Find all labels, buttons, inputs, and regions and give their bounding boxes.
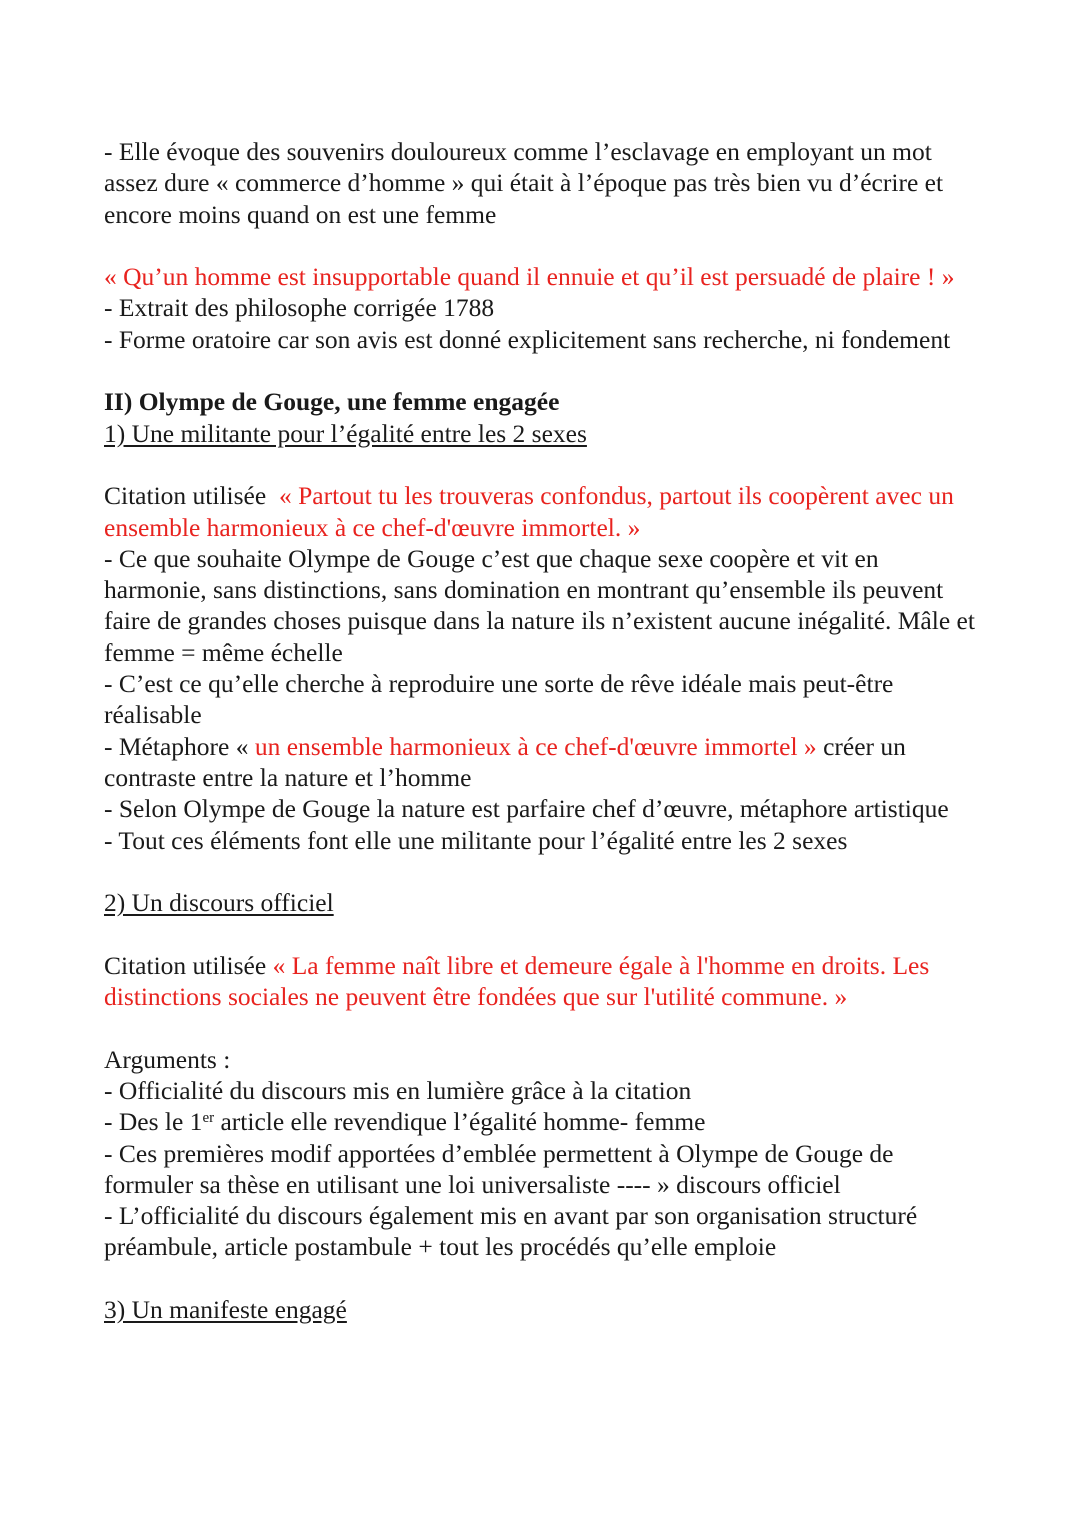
paragraph-slavery: - Elle évoque des souvenirs douloureux comme l’esclavage en employant un mot assez dure « commerce d’homme » qui était à l’époque pas très bien vu d’écrire et encore moins quand on est une femme: [104, 137, 944, 229]
quote-partout: « Partout tu les trouveras confondus, partout ils coopèrent avec un ensemble harmonieux à ce chef-d'œuvre immortel. »: [104, 481, 954, 542]
metaphore-quote: un ensemble harmonieux à ce chef-d'œuvre immortel »: [254, 731, 817, 761]
quote-femme-nait: « La femme naît libre et demeure égale à l'homme en droits. Les distinctions sociales ne peuvent être fondées que sur l'utilité commune. »: [104, 950, 930, 1012]
quote-insupportable: « Qu’un homme est insupportable quand il ennuie et qu’il est persuadé de plaire ! »: [104, 262, 955, 292]
premier-prefix: - Des le 1: [104, 1107, 203, 1137]
subsection-title-manifeste: 3) Un manifeste engagé: [104, 1294, 347, 1324]
citation-paragraph-2: [104, 950, 984, 1013]
bullet-extrait: - Extrait des philosophe corrigée 1788: [104, 293, 495, 323]
premier-sup: er: [202, 1110, 215, 1127]
premier-suffix: article elle revendique l’égalité homme- femme: [220, 1107, 706, 1137]
bullet-elements: - Tout ces éléments font elle une militante pour l’égalité entre les 2 sexes: [104, 825, 848, 855]
bullet-officialite: - Officialité du discours mis en lumière grâce à la citation: [104, 1075, 692, 1105]
bullet-reve: - C’est ce qu’elle cherche à reproduire une sorte de rêve idéale mais peut-être réalisable: [104, 669, 894, 730]
citation-paragraph-1: [104, 480, 984, 543]
document-body: [104, 136, 984, 1325]
bullet-nature: - Selon Olympe de Gouge la nature est parfaire chef d’œuvre, métaphore artistique: [104, 794, 949, 824]
bullet-metaphore: [104, 731, 984, 794]
subsection-title-militante: 1) Une militante pour l’égalité entre les 2 sexes: [104, 418, 587, 448]
metaphore-prefix: - Métaphore «: [104, 731, 249, 761]
subsection-title-discours: 2) Un discours officiel: [104, 888, 334, 918]
bullet-forme-oratoire: - Forme oratoire car son avis est donné explicitement sans recherche, ni fondement: [104, 324, 951, 354]
arguments-label: Arguments :: [104, 1044, 231, 1074]
metaphore-suffix: créer un contraste entre la nature et l’homme: [104, 731, 906, 792]
bullet-modif: - Ces premières modif apportées d’emblée permettent à Olympe de Gouge de formuler sa thèse en utilisant une loi universaliste ---- » discours officiel: [104, 1138, 894, 1199]
bullet-souhaite: - Ce que souhaite Olympe de Gouge c’est que chaque sexe coopère et vit en harmonie, sans distinctions, sans domination en montrant qu’ensemble ils peuvent faire de grandes choses puisque dans la nature ils n’existent aucune inégalité. Mâle et femme = même échelle: [104, 543, 975, 667]
citation-label: Citation utilisée: [104, 481, 267, 511]
bullet-organisation: - L’officialité du discours également mis en avant par son organisation structuré préambule, article postambule + tout les procédés qu’elle emploie: [104, 1201, 918, 1262]
section-title-olympe: II) Olympe de Gouge, une femme engagée: [104, 387, 560, 417]
bullet-premier-article: [104, 1106, 984, 1137]
citation-label-2: Citation utilisée: [104, 950, 267, 980]
